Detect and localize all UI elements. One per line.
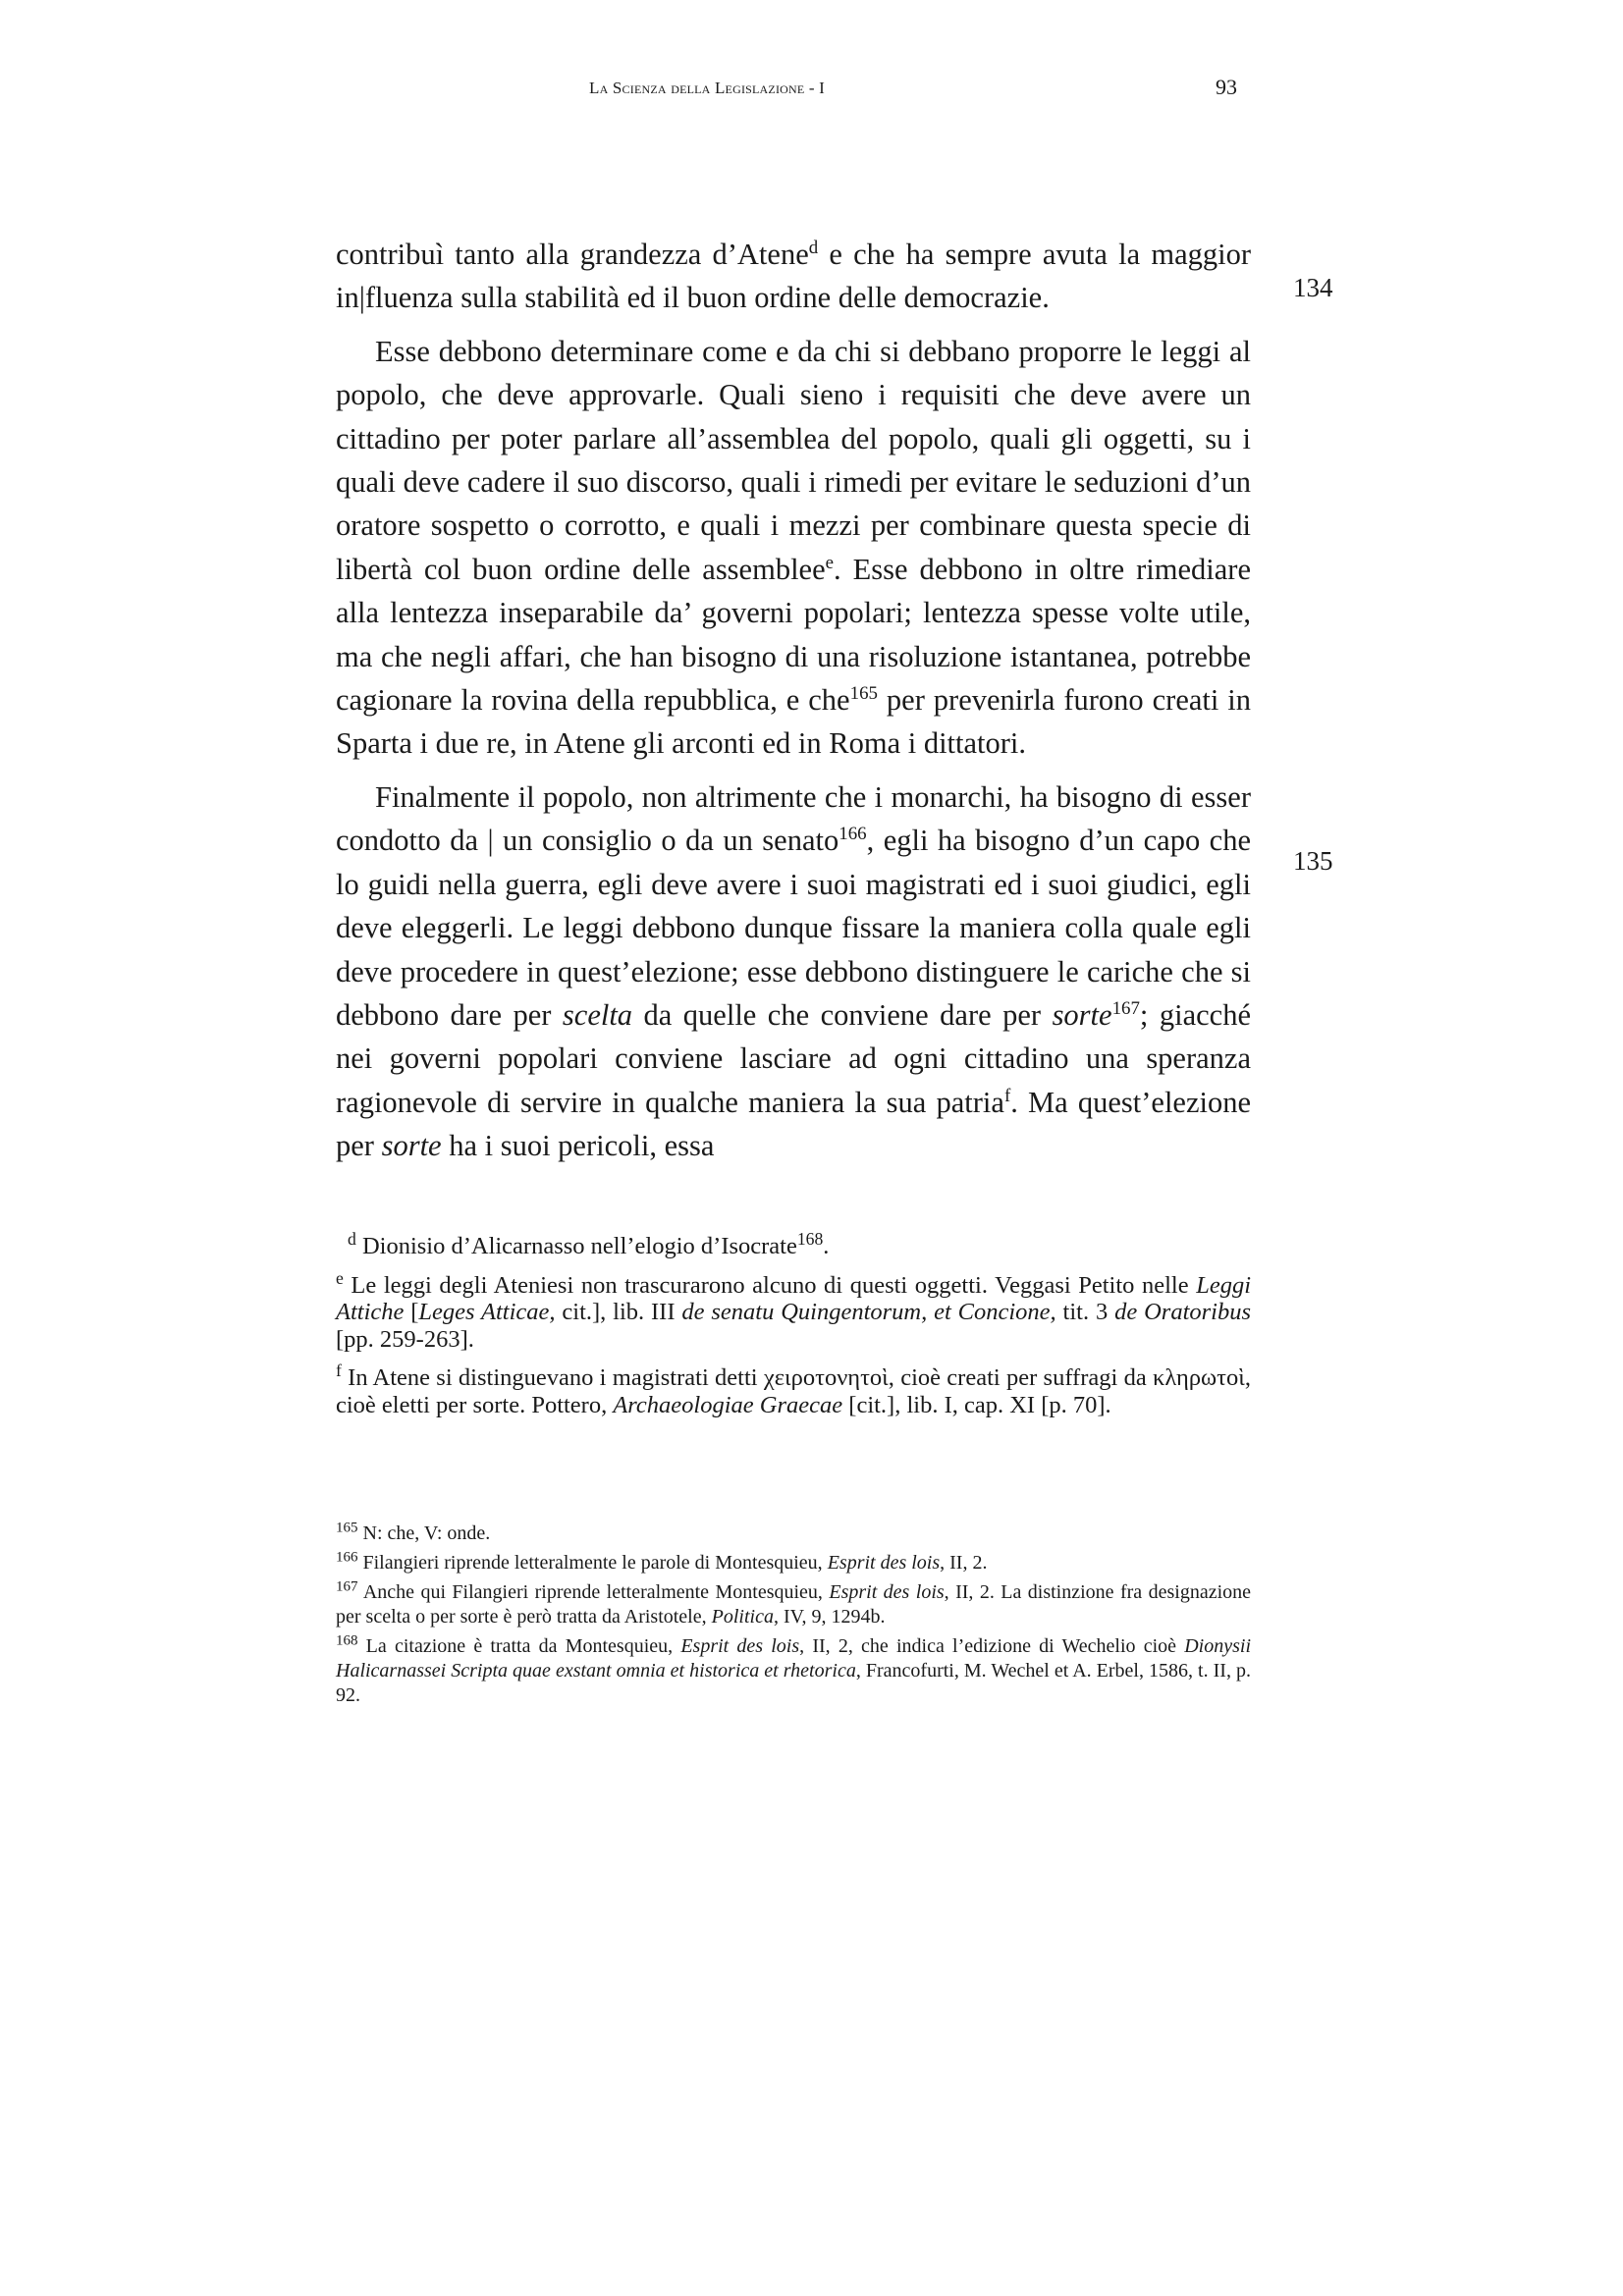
margin-page-ref-134: 134 [1293, 273, 1333, 302]
footnote-166: $^{166}$ Filangieri riprende letteralmente le parole di Montesquieu, Esprit des lois, II, 2. [336, 1549, 988, 1574]
note-ref-167: 167 [1111, 997, 1140, 1019]
paragraph-2: Esse debbono determinare come e da chi si debbano proporre le leggi al popolo, che deve approvarle. Quali sieno i requisiti che deve avere un cittadino per poter parlare all’assemblea del popolo, quali gli oggetti, su i quali deve cadere il suo discorso, quali i rimedi per evitare le seduzioni d’un oratore sospetto o corrotto, e quali i mezzi per combinare questa specie di libertà col buon ordine delle assemblee$^e$. Esse debbono in oltre rimediare alla lentezza inseparabile da’ governi popolari; lentezza spesse volte utile, ma che negli affari, che han bisogno di una risoluzione istantanea, potrebbe cagionare la rovina della repubblica, e che$^{165}$ per prevenirla furono creati in Sparta i due re, in Atene gli arconti ed in Roma i dittatori. [336, 334, 1252, 761]
footnote-165: $^{165}$ N: che, V: onde. [336, 1520, 491, 1544]
note-ref-165: 165 [849, 682, 878, 704]
note-ref-d: d [808, 237, 819, 258]
footnote-e: $^e$ Le leggi degli Ateniesi non trascurarono alcuno di questi oggetti. Veggasi Petito nelle Leggi Attiche [Leges Atticae, cit.], lib. III de senatu Quingentorum, et Concione, tit. 3 de Oratoribus [pp. 259-263]. [336, 1267, 1251, 1353]
footnote-d: $^d$ Dionisio d’Alicarnasso nell’elogio d’Isocrate$^{168}$. [348, 1228, 830, 1259]
editor-footnotes [336, 1522, 1251, 1713]
main-text [336, 233, 1251, 1168]
footnote-168: $^{168}$ La citazione è tratta da Montesquieu, Esprit des lois, II, 2, che indica l’edizione di Wechelio cioè Dionysii Halicarnassei Scripta quae exstant omnia et historica et rhetorica, Francofurti, M. Wechel et A. Erbel, 1586, t. II, p. 92. [336, 1632, 1252, 1706]
author-footnotes [336, 1228, 1251, 1430]
note-ref-166: 166 [839, 824, 867, 845]
page-number: 93 [1216, 75, 1237, 99]
paragraph-1: contribuì tanto alla grandezza d’Atene$^d$ e che ha sempre avuta la maggior in|fluenza sulla stabilità ed il buon ordine delle democrazie. [336, 237, 1251, 315]
footnote-167: $^{167}$ Anche qui Filangieri riprende letteralmente Montesquieu, Esprit des lois, II, 2. La distinzione fra designazione per scelta o per sorte è però tratta da Aristotele, Politica, IV, 9, 1294b. [336, 1578, 1252, 1628]
margin-page-ref-135: 135 [1293, 846, 1333, 876]
footnote-f: $^f$ In Atene si distinguevano i magistrati detti χειροτονητοὶ, cioè creati per suffragi da κληρωτοὶ, cioè eletti per sorte. Pottero, Archaeologiae Graecae [cit.], lib. I, cap. XI [p. 70]. [336, 1360, 1251, 1418]
note-ref-e: e [825, 552, 835, 573]
paragraph-3: Finalmente il popolo, non altrimente che i monarchi, ha bisogno di esser condotto da | un consiglio o da un senato$^{166}$, egli ha bisogno d’un capo che lo guidi nella guerra, egli deve avere i suoi magistrati ed i suoi giudici, egli deve eleggerli. Le leggi debbono dunque fissare la maniera colla quale egli deve procedere in quest’elezione; esse debbono distinguere le cariche che si debbono dare per scelta da quelle che conviene dare per sorte$^{167}$; giacché nei governi popolari conviene lasciare ad ogni cittadino una speranza ragionevole di servire in qualche maniera la sua patria$^f$. Ma quest’elezione per sorte ha i suoi pericoli, essa [336, 779, 1251, 1163]
note-ref-f: f [1003, 1085, 1011, 1106]
running-title: La Scienza della Legislazione - I [589, 79, 826, 97]
